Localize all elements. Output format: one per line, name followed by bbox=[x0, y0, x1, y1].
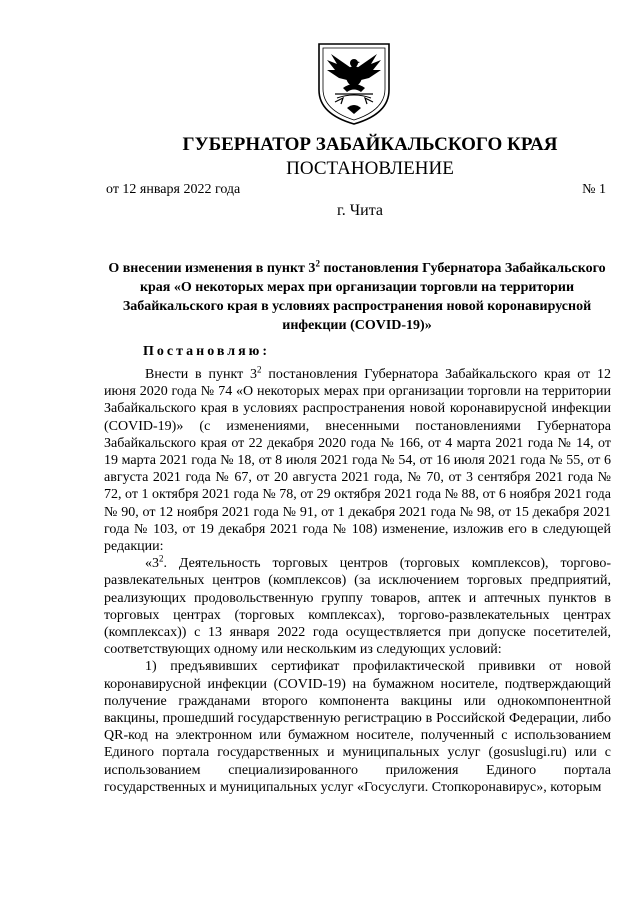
document-number: № 1 bbox=[582, 182, 606, 197]
document-heading bbox=[104, 259, 610, 335]
paragraph-2-end: . Деятельность торговых центров (торговых комплексов), торгово-развлекательных центров (комплексов) (за исключением торговых предприятий, реализующих продовольственную группу товаров, аптек и аптечных пунктов в торговых центрах (торговых комплексах), торгово-развлекательных центрах (комплексах)) с 13 января 2022 года осуществляется при допуске посетителей, соответствующих одному или нескольким из следующих условий: bbox=[104, 556, 611, 658]
paragraph-1-end: постановления Губернатора Забайкальского края от 12 июня 2020 года № 74 «О некоторых мерах при организации торговли на территории Забайкальского края в условиях распространения новой коронавирусной инфекции (COVID-19)» (с изменениями, внесенными постановлениями Губернатора Забайкальского края от 22 декабря 2020 года № 166, от 4 марта 2021 года № 14, от 19 марта 2021 года № 18, от 8 июля 2021 года № 54, от 16 июля 2021 года № 55, от 6 августа 2021 года № 67, от 20 августа 2021 года, № 70, от 3 сентября 2021 года № 72, от 1 октября 2021 года № 78, от 29 октября 2021 года № 88, от 6 ноября 2021 года № 90, от 12 ноября 2021 года № 91, от 1 декабря 2021 года № 98, от 15 декабря 2021 года № 103, от 19 декабря 2021 года № 108) изменение, изложив его в следующей редакции: bbox=[104, 367, 612, 555]
paragraph-2-start: «3 bbox=[145, 556, 159, 572]
heading-superscript: 2 bbox=[315, 258, 320, 269]
decree-word: Постановляю: bbox=[143, 344, 271, 359]
heading-text-start: О внесении изменения в пункт 3 bbox=[108, 261, 316, 276]
document-type: ПОСТАНОВЛЕНИЕ bbox=[286, 158, 454, 179]
paragraph-1-start: Внести в пункт 3 bbox=[145, 367, 258, 382]
paragraph-1 bbox=[104, 366, 611, 555]
document-body bbox=[104, 366, 611, 796]
document-date: от 12 января 2022 года bbox=[106, 182, 241, 197]
paragraph-2 bbox=[104, 555, 611, 658]
paragraph-1-superscript: 2 bbox=[257, 364, 262, 375]
governor-title: ГУБЕРНАТОР ЗАБАЙКАЛЬСКОГО КРАЯ bbox=[182, 134, 558, 155]
document-city: г. Чита bbox=[336, 202, 383, 219]
paragraph-2-superscript: 2 bbox=[159, 553, 164, 564]
heading-text-end: постановления Губернатора Забайкальского края «О некоторых мерах при организации торговли на территории Забайкальского края в условиях распространения новой коронавирусной инфекции (COVID-19)» bbox=[122, 261, 606, 333]
paragraph-3: 1) предъявивших сертификат профилактической прививки от новой коронавирусной инфекции (COVID-19) на бумажном носителе, подтверждающий получение гражданами второго компонента вакцины или однокомпонентной вакцины, прошедший государственную регистрацию в Российской Федерации, либо QR-код на электронном или бумажном носителе, полученный с использованием Единого портала государственных и муниципальных услуг (gosuslugi.ru) или с использованием специализированного приложения Единого портала государственных и муниципальных услуг «Госуслуги. Стопкоронавирус», которым bbox=[104, 659, 611, 795]
coat-of-arms-emblem bbox=[313, 40, 395, 126]
